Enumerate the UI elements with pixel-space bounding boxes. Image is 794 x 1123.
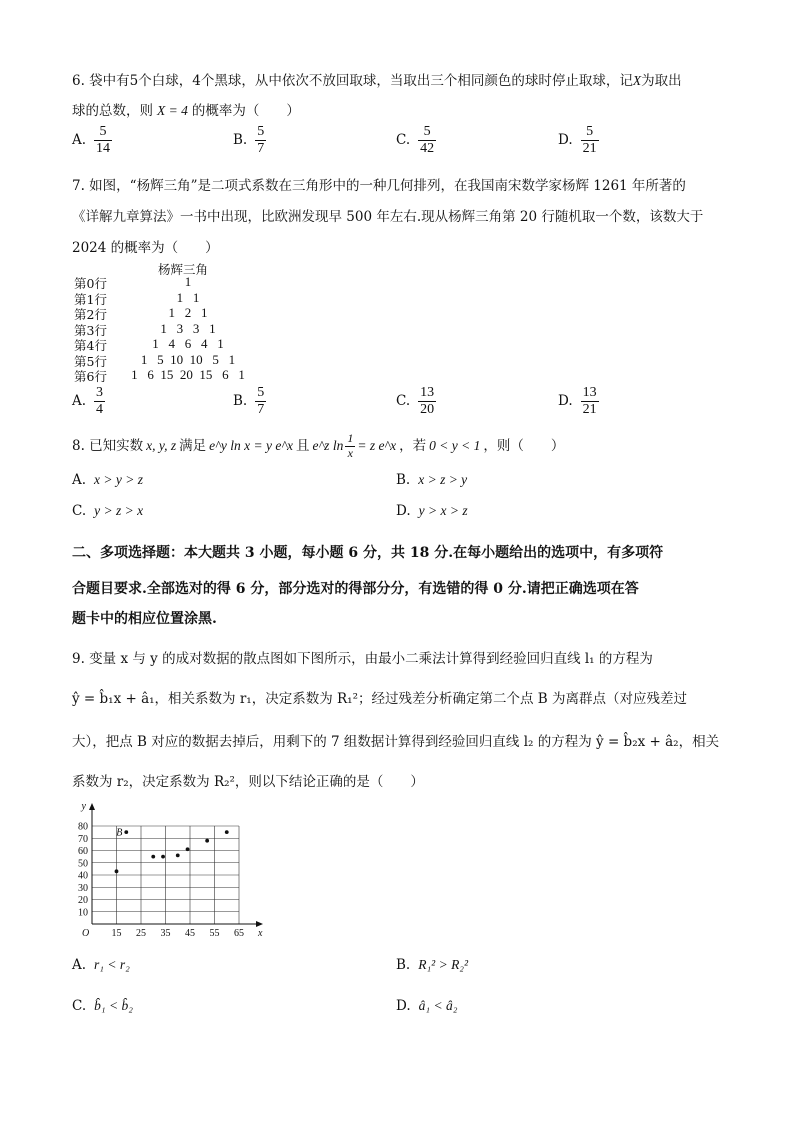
- triangle-row-numbers: 1: [184, 274, 192, 289]
- triangle-row-numbers: 1 3 3 1: [160, 320, 216, 336]
- q7-line2: 《详解九章算法》一书中出现，比欧洲发现早 500 年左右.现从杨辉三角第 20 行随机取一个数，该数大于: [72, 209, 704, 225]
- q9-line3: 大），把点 B 对应的数据去掉后，用剩下的 7 组数据计算得到经验回归直线 l₂ 的方程为 ŷ = b̂₂x + â₂，相关: [72, 734, 720, 750]
- triangle-row-numbers: 1 5 10 10 5 1: [140, 351, 236, 367]
- x-tick-label: 35: [160, 928, 171, 939]
- q6-option-b[interactable]: [233, 124, 266, 157]
- q8-option-d[interactable]: [396, 503, 468, 519]
- option-label: D.: [396, 503, 411, 519]
- scatter-point: [176, 854, 180, 858]
- q8-option-b[interactable]: [396, 472, 467, 488]
- option-text: y > z > x: [94, 503, 144, 518]
- x-tick-label: 15: [111, 928, 122, 939]
- option-text: x > z > y: [418, 472, 468, 487]
- option-fraction: $\frac{5}{7}$: [257, 124, 265, 157]
- scatter-plot: [70, 800, 270, 945]
- q6-option-d[interactable]: [558, 124, 599, 157]
- scatter-point: [186, 847, 190, 851]
- y-tick-label: 20: [78, 895, 88, 906]
- scatter-point: [124, 830, 128, 834]
- x-tick-label: 45: [185, 928, 195, 939]
- triangle-row-label: 第1行: [74, 291, 107, 307]
- y-tick-label: 60: [78, 846, 88, 857]
- option-label: D.: [558, 393, 573, 410]
- option-label: C.: [396, 132, 411, 149]
- scatter-point: [161, 855, 165, 859]
- section2-line3: 题卡中的相应位置涂黑.: [72, 611, 217, 627]
- triangle-row-numbers: 1 1: [176, 289, 200, 305]
- triangle-row-numbers: 1 6 15 20 15 6 1: [131, 367, 245, 382]
- q8-option-c[interactable]: [72, 503, 143, 519]
- y-axis-label: y: [81, 801, 86, 812]
- option-text: b̂₁ < b̂₂: [94, 998, 133, 1013]
- triangle-row-label: 第4行: [74, 338, 107, 353]
- y-tick-label: 10: [78, 907, 88, 919]
- q9-option-a[interactable]: [72, 957, 130, 973]
- x-tick-label: 25: [136, 928, 146, 939]
- triangle-row-label: 第5行: [74, 353, 107, 369]
- section2-line2: 合题目要求.全部选对的得 6 分，部分选对的得部分分，有选错的得 0 分.请把正确选项在答: [72, 581, 639, 597]
- triangle-row-label: 第2行: [74, 307, 107, 322]
- q9-line2: ŷ = b̂₁x + â₁，相关系数为 r₁，决定系数为 R₁²；经过残差分析确定第二个点 B 为离群点（对应残差过: [72, 691, 687, 707]
- q7-line1: 7. 如图，“杨辉三角”是二项式系数在三角形中的一种几何排列，在我国南宋数学家杨辉 1261 年所著的: [72, 178, 686, 194]
- option-label: D.: [558, 132, 573, 149]
- triangle-row-label: 第3行: [74, 322, 107, 338]
- y-tick-label: 40: [78, 870, 88, 882]
- option-label: B.: [396, 957, 411, 973]
- y-tick-label: 70: [78, 833, 88, 845]
- q7-option-c[interactable]: [396, 385, 436, 418]
- option-label: A.: [72, 393, 87, 410]
- q9-option-d[interactable]: [396, 998, 457, 1014]
- option-label: A.: [72, 957, 87, 973]
- q7-option-a[interactable]: [72, 385, 105, 418]
- triangle-row-numbers: 1 2 1: [168, 305, 208, 320]
- point-label-b: B: [116, 827, 123, 839]
- x-tick-label: 65: [234, 928, 244, 939]
- option-text: r₁ < r₂: [94, 957, 130, 972]
- scatter-point: [115, 869, 119, 873]
- origin-label: O: [82, 928, 90, 939]
- option-fraction: $\frac{5}{21}$: [582, 124, 597, 157]
- q8-option-a[interactable]: [72, 472, 143, 488]
- triangle-row-label: 第6行: [74, 369, 107, 384]
- option-label: D.: [396, 998, 411, 1014]
- x-axis-arrow: [256, 921, 263, 927]
- scatter-point: [151, 855, 155, 859]
- y-axis-arrow: [89, 803, 95, 810]
- q6-option-a[interactable]: [72, 124, 112, 157]
- option-text: x > y > z: [94, 472, 144, 487]
- option-fraction: $\frac{3}{4}$: [96, 385, 104, 418]
- q6-option-c[interactable]: [396, 124, 436, 157]
- y-tick-label: 80: [78, 821, 88, 833]
- option-text: R₁² > R₂²: [418, 957, 469, 972]
- option-fraction: $\frac{5}{14}$: [96, 124, 111, 157]
- option-fraction: $\frac{5}{42}$: [420, 124, 435, 157]
- y-tick-label: 50: [78, 858, 88, 870]
- option-label: C.: [72, 998, 87, 1014]
- option-fraction: $\frac{13}{20}$: [420, 385, 435, 418]
- option-fraction: $\frac{13}{21}$: [582, 385, 597, 418]
- option-label: B.: [396, 472, 411, 488]
- q9-option-b[interactable]: [396, 957, 468, 973]
- x-tick-label: 55: [209, 928, 220, 939]
- option-label: B.: [233, 132, 248, 149]
- option-label: C.: [396, 393, 411, 410]
- triangle-title: 杨辉三角: [158, 262, 209, 277]
- option-text: y > x > z: [418, 503, 468, 518]
- q7-option-b[interactable]: [233, 385, 266, 418]
- q6-line1: 6. 袋中有5个白球，4个黑球，从中依次不放回取球，当取出三个相同颜色的球时停止取球，记X为取出: [72, 73, 682, 89]
- q9-line4: 系数为 r₂，决定系数为 R₂²，则以下结论正确的是（ ）: [72, 774, 424, 790]
- q8-stem: 8. 已知实数 x, y, z 满足 e^y ln x = y e^x 且 e^z ln $\frac{1}{x}$ = z e^x ，若 0 < y < 1 ，则（ ）: [72, 431, 565, 460]
- q6-line2: 球的总数，则 X = 4 的概率为（ ）: [72, 103, 300, 119]
- option-fraction: $\frac{5}{7}$: [257, 385, 265, 418]
- scatter-point: [205, 839, 209, 843]
- q7-line3: 2024 的概率为（ ）: [72, 240, 219, 256]
- q9-option-c[interactable]: [72, 998, 133, 1014]
- triangle-row-label: 第0行: [74, 276, 107, 291]
- option-text: â₁ < â₂: [418, 998, 458, 1013]
- option-label: A.: [72, 132, 87, 149]
- triangle-row-numbers: 1 4 6 4 1: [152, 336, 224, 351]
- option-label: A.: [72, 472, 87, 488]
- q7-option-d[interactable]: [558, 385, 599, 418]
- y-tick-label: 30: [78, 882, 88, 894]
- section2-line1: 二、多项选择题：本大题共 3 小题，每小题 6 分，共 18 分.在每小题给出的选项中，有多项符: [72, 545, 664, 561]
- option-label: C.: [72, 503, 87, 519]
- scatter-point: [225, 830, 229, 834]
- option-label: B.: [233, 393, 248, 410]
- q9-line1: 9. 变量 x 与 y 的成对数据的散点图如下图所示，由最小二乘法计算得到经验回归直线 l₁ 的方程为: [72, 651, 653, 667]
- x-axis-label: x: [258, 928, 263, 939]
